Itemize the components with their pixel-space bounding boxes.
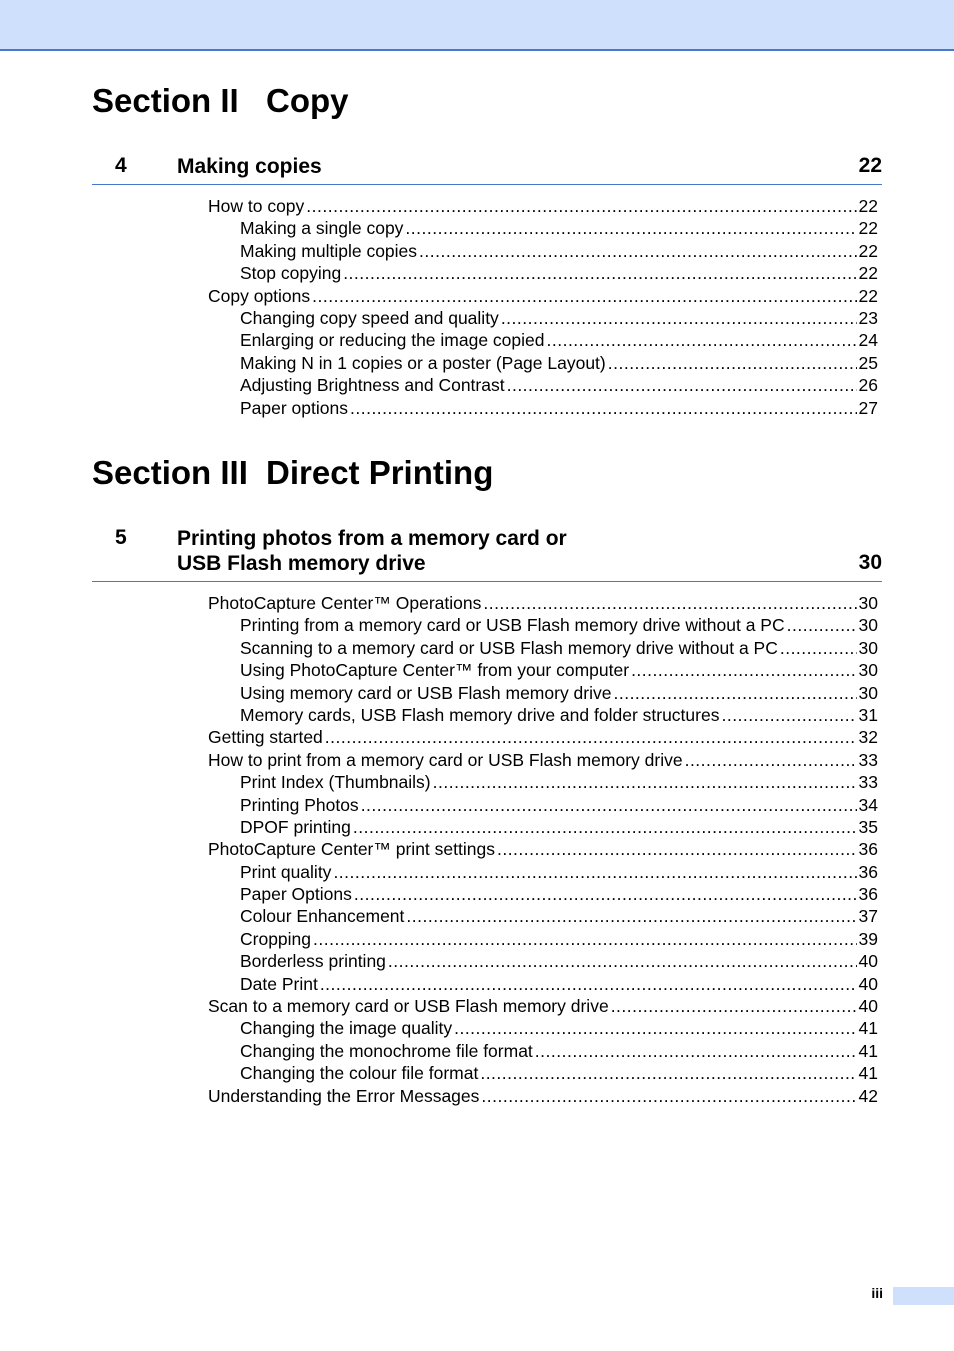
toc-entry[interactable]: [240, 397, 878, 419]
toc-entry[interactable]: [208, 838, 878, 860]
entry-title: Paper options: [240, 397, 348, 418]
toc-entry[interactable]: [208, 285, 878, 307]
toc-entry[interactable]: [240, 1017, 878, 1039]
chapter-title-line-1: Printing photos from a memory card or: [177, 527, 567, 550]
entry-page: 31: [858, 704, 878, 725]
entry-page: 22: [858, 285, 878, 306]
entry-title: Changing copy speed and quality: [240, 307, 499, 328]
entry-title: Understanding the Error Messages: [208, 1085, 480, 1106]
dot-leader: [613, 682, 856, 704]
dot-leader: [353, 816, 857, 838]
toc-entry[interactable]: [240, 794, 878, 816]
toc-entry[interactable]: [240, 374, 878, 396]
entry-page: 36: [858, 884, 878, 905]
dot-leader: [343, 262, 856, 284]
chapter-heading[interactable]: [92, 524, 882, 582]
dot-leader: [721, 704, 856, 726]
dot-leader: [608, 352, 857, 374]
section-name: Copy: [266, 82, 349, 119]
dot-leader: [433, 771, 857, 793]
entry-page: 39: [858, 928, 878, 949]
toc-entry[interactable]: [240, 240, 878, 262]
dot-leader: [481, 1085, 856, 1107]
entry-title: Making multiple copies: [240, 240, 418, 261]
toc-entry[interactable]: [240, 659, 878, 681]
entry-title: Enlarging or reducing the image copied: [240, 330, 545, 351]
entry-page: 22: [858, 263, 878, 284]
entry-page: 41: [858, 1040, 878, 1061]
dot-leader: [611, 995, 857, 1017]
toc-entry[interactable]: [240, 704, 878, 726]
entry-page: 41: [858, 1018, 878, 1039]
dot-leader: [480, 1062, 856, 1084]
chapter-number: 4: [115, 154, 127, 177]
toc-entry[interactable]: [240, 217, 878, 239]
chapter-number: 5: [115, 526, 127, 549]
toc-entry[interactable]: [240, 1062, 878, 1084]
section-title: [92, 454, 494, 492]
entry-title: Using memory card or USB Flash memory drive: [240, 682, 612, 703]
entry-page: 30: [858, 660, 878, 681]
entry-title: Changing the monochrome file format: [240, 1040, 533, 1061]
entry-page: 41: [858, 1063, 878, 1084]
entry-title: Colour Enhancement: [240, 906, 405, 927]
entry-title: Adjusting Brightness and Contrast: [240, 375, 505, 396]
entry-title: Print Index (Thumbnails): [240, 772, 431, 793]
entry-page: 22: [858, 240, 878, 261]
page-number: iii: [871, 1285, 883, 1301]
entry-title: Scan to a memory card or USB Flash memory drive: [208, 996, 609, 1017]
entry-page: 30: [858, 637, 878, 658]
entry-page: 30: [858, 615, 878, 636]
entry-page: 36: [858, 839, 878, 860]
entry-page: 35: [858, 816, 878, 837]
entry-page: 33: [858, 749, 878, 770]
entry-page: 30: [858, 593, 878, 613]
entry-page: 22: [858, 218, 878, 239]
toc-entry[interactable]: [208, 749, 878, 771]
footer-tab: [893, 1287, 954, 1305]
toc-entry[interactable]: [240, 771, 878, 793]
toc-entry[interactable]: [240, 307, 878, 329]
entry-title: Stop copying: [240, 263, 342, 284]
entry-title: How to print from a memory card or USB Flash memory drive: [208, 749, 683, 770]
dot-leader: [320, 973, 857, 995]
toc-entry[interactable]: [208, 995, 878, 1017]
toc-entry[interactable]: [240, 682, 878, 704]
toc-entry[interactable]: [240, 883, 878, 905]
entry-title: Print quality: [240, 861, 332, 882]
entry-page: 32: [858, 727, 878, 748]
toc-entry[interactable]: [208, 726, 878, 748]
dot-leader: [306, 195, 856, 217]
entry-page: 40: [858, 996, 878, 1017]
toc-entry[interactable]: [208, 1085, 878, 1107]
dot-leader: [354, 883, 857, 905]
entry-title: How to copy: [208, 196, 305, 216]
dot-leader: [333, 861, 856, 883]
dot-leader: [406, 905, 856, 927]
entry-title: Cropping: [240, 928, 312, 949]
dot-leader: [787, 614, 857, 636]
chapter-title-line-2: USB Flash memory drive: [177, 552, 426, 575]
entry-title: Getting started: [208, 727, 323, 748]
dot-leader: [454, 1017, 856, 1039]
entry-title: Memory cards, USB Flash memory drive and folder structures: [240, 704, 720, 725]
chapter-page: 30: [858, 551, 882, 574]
dot-leader: [547, 329, 857, 351]
entry-title: Scanning to a memory card or USB Flash memory drive without a PC: [240, 637, 778, 658]
entry-page: 40: [858, 973, 878, 994]
dot-leader: [312, 285, 856, 307]
dot-leader: [497, 838, 857, 860]
dot-leader: [419, 240, 857, 262]
entry-title: Date Print: [240, 973, 318, 994]
entry-page: 27: [858, 397, 878, 418]
dot-leader: [631, 659, 856, 681]
entry-page: 23: [858, 307, 878, 328]
entry-page: 34: [858, 794, 878, 815]
entry-page: 33: [858, 772, 878, 793]
entry-title: Making a single copy: [240, 218, 404, 239]
dot-leader: [501, 307, 857, 329]
entry-title: DPOF printing: [240, 816, 351, 837]
dot-leader: [405, 217, 856, 239]
entry-title: PhotoCapture Center™ Operations: [208, 593, 482, 613]
section-number: Section II: [92, 82, 239, 119]
toc-list: [0, 195, 954, 419]
toc-entry[interactable]: [240, 861, 878, 883]
entry-page: 30: [858, 682, 878, 703]
entry-title: Using PhotoCapture Center™ from your computer: [240, 660, 630, 681]
section-number: Section III: [92, 454, 248, 491]
section-name: Direct Printing: [266, 454, 494, 491]
dot-leader: [361, 794, 857, 816]
entry-title: Printing from a memory card or USB Flash memory drive without a PC: [240, 615, 785, 636]
dot-leader: [535, 1040, 857, 1062]
dot-leader: [483, 592, 856, 614]
entry-title: Making N in 1 copies or a poster (Page Layout): [240, 352, 606, 373]
toc-entry[interactable]: [240, 614, 878, 636]
toc-entry[interactable]: [240, 637, 878, 659]
chapter-title: Making copies: [177, 155, 322, 178]
dot-leader: [388, 950, 857, 972]
entry-page: 42: [858, 1085, 878, 1106]
entry-title: Paper Options: [240, 884, 352, 905]
toc-entry[interactable]: [240, 262, 878, 284]
entry-page: 40: [858, 951, 878, 972]
entry-page: 26: [858, 375, 878, 396]
entry-title: PhotoCapture Center™ print settings: [208, 839, 495, 860]
entry-title: Copy options: [208, 285, 311, 306]
entry-page: 37: [858, 906, 878, 927]
toc-list: [0, 592, 954, 1107]
entry-title: Borderless printing: [240, 951, 386, 972]
toc-entry[interactable]: [240, 352, 878, 374]
chapter-heading[interactable]: [92, 152, 882, 185]
toc-entry[interactable]: [240, 1040, 878, 1062]
toc-entry[interactable]: [240, 329, 878, 351]
entry-page: 22: [858, 196, 878, 216]
section-title: [92, 82, 349, 120]
dot-leader: [350, 397, 857, 419]
dot-leader: [325, 726, 857, 748]
chapter-page: 22: [858, 154, 882, 177]
dot-leader: [507, 374, 857, 396]
dot-leader: [685, 749, 857, 771]
entry-title: Changing the image quality: [240, 1018, 453, 1039]
dot-leader: [780, 637, 857, 659]
entry-page: 25: [858, 352, 878, 373]
dot-leader: [313, 928, 857, 950]
toc-entry[interactable]: [208, 592, 878, 614]
header-band: [0, 0, 954, 51]
entry-page: 24: [858, 330, 878, 351]
entry-title: Changing the colour file format: [240, 1063, 479, 1084]
toc-entry[interactable]: [240, 950, 878, 972]
toc-entry[interactable]: [240, 816, 878, 838]
toc-entry[interactable]: [240, 973, 878, 995]
toc-entry[interactable]: [240, 928, 878, 950]
entry-title: Printing Photos: [240, 794, 359, 815]
entry-page: 36: [858, 861, 878, 882]
toc-entry[interactable]: [208, 195, 878, 217]
toc-entry[interactable]: [240, 905, 878, 927]
